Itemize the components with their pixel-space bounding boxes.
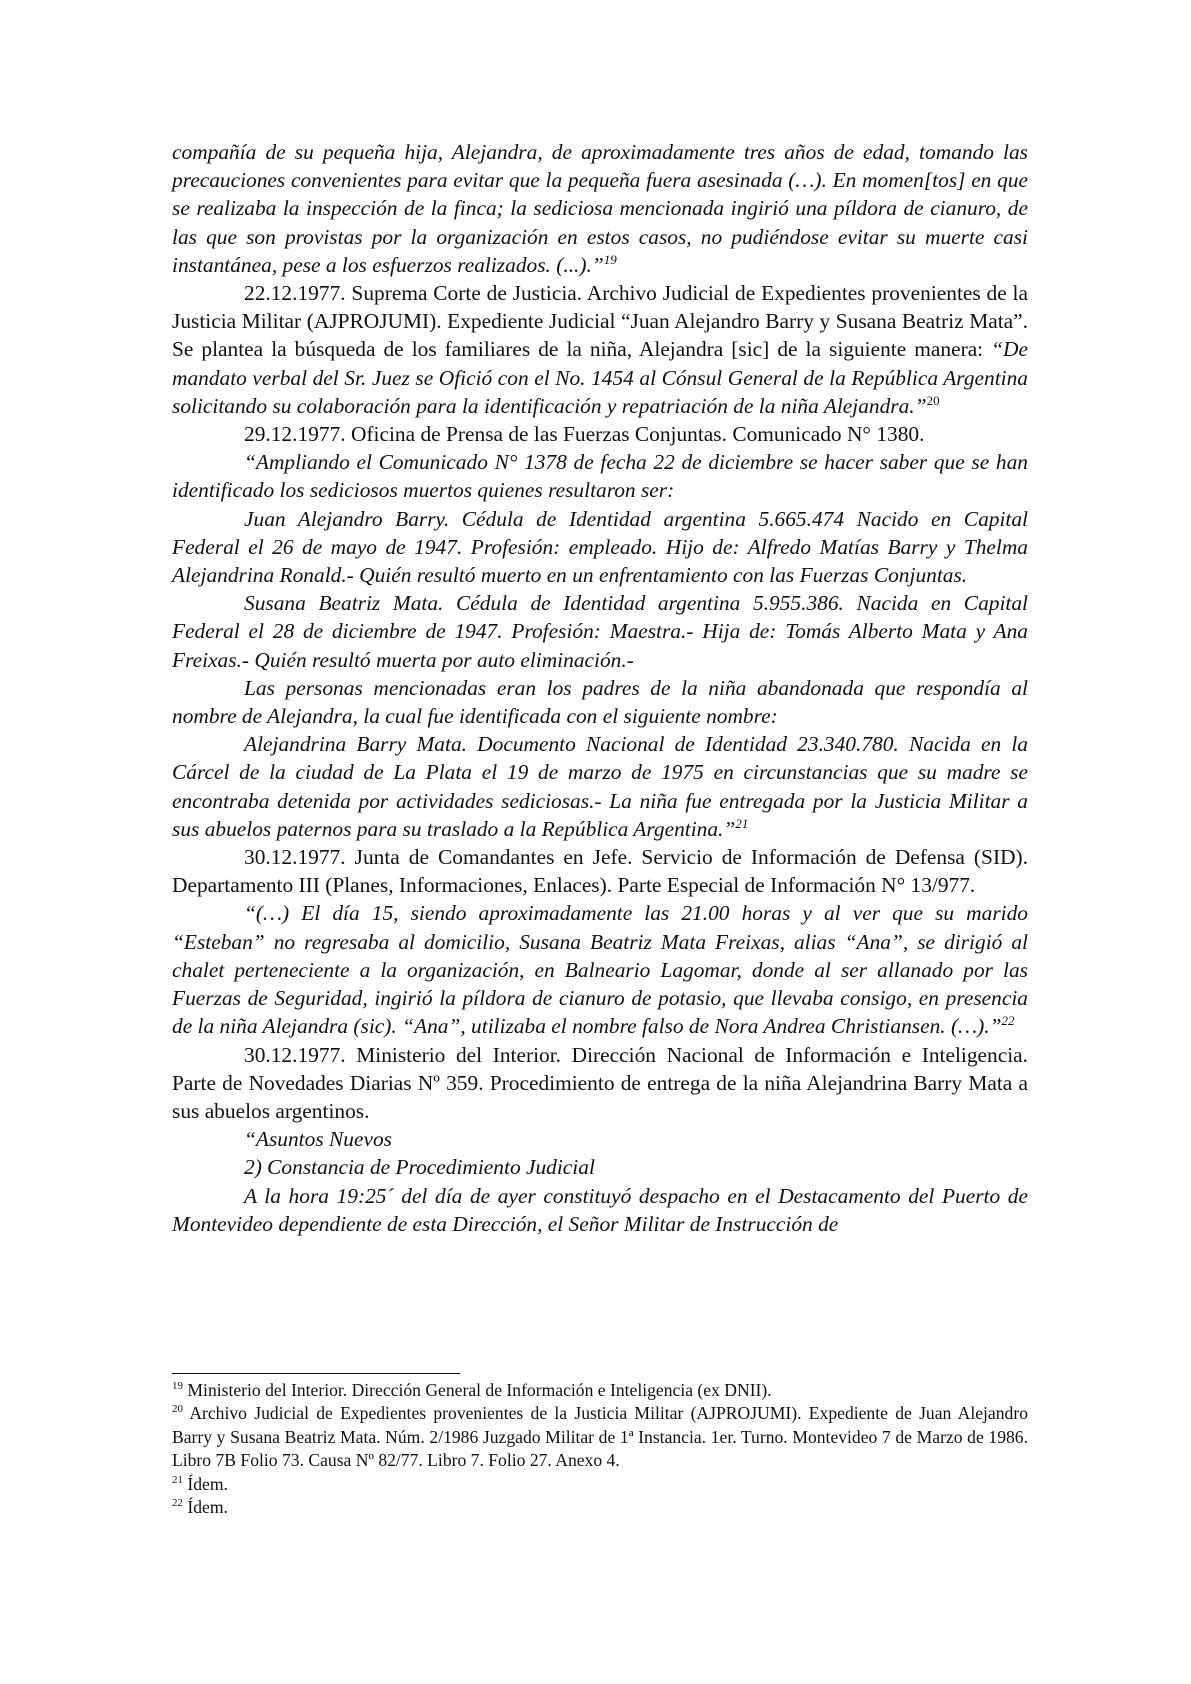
footnote-number: 22 (172, 1497, 183, 1510)
paragraph-text: “(…) El día 15, siendo aproximadamente las 21.00 horas y al ver que su marido “Esteban” no regresaba al domicilio, Susana Beatriz Mata Freixas, alias “Ana”, se dirigió al chalet perteneciente a la organización, en Balneario Lagomar, donde al ser allanado por las Fuerzas de Seguridad, ingirió la píldora de cianuro de potasio, que llevaba consigo, en presencia de la niña Alejandra (sic). “Ana”, utilizaba el nombre falso de Nora Andrea Christiansen. (…).” (172, 901, 1028, 1039)
paragraph-text: compañía de su pequeña hija, Alejandra, de aproximadamente tres años de edad, tomando las precauciones convenientes para evitar que la pequeña fuera asesinada (…). En momen[tos] en que se realizaba la inspección de la finca; la sediciosa mencionada ingirió una píldora de cianuro, de las que son provistas por la organización en estos casos, no pudiéndose evitar su muerte casi instantánea, pese a los esfuerzos realizados. (...).” (172, 140, 1028, 277)
footnote-divider (172, 1373, 460, 1374)
paragraph-quote: Susana Beatriz Mata. Cédula de Identidad argentina 5.955.386. Nacida en Capital Federal el 28 de diciembre de 1947. Profesión: Maestra.- Hija de: Tomás Alberto Mata y Ana Freixas.- Quién resultó muerta por auto eliminación.- (172, 591, 1028, 672)
footnote-text: Ídem. (187, 1473, 228, 1494)
footnote (172, 1473, 1028, 1496)
paragraph-quote: Juan Alejandro Barry. Cédula de Identidad argentina 5.665.474 Nacido en Capital Federal el 26 de mayo de 1947. Profesión: empleado. Hijo de: Alfredo Matías Barry y Thelma Alejandrina Ronald.- Quién resultó muerto en un enfrentamiento con las Fuerzas Conjuntas. (172, 506, 1028, 588)
paragraph-quote: Las personas mencionadas eran los padres de la niña abandonada que respondía al nombre de Alejandra, la cual fue identificada con el siguiente nombre: (172, 675, 1028, 729)
paragraph-text: 22.12.1977. Suprema Corte de Justicia. Archivo Judicial de Expedientes provenientes de la Justicia Militar (AJPROJUMI). Expediente Judicial “Juan Alejandro Barry y Susana Beatriz Mata”. Se plantea la búsqueda de los familiares de la niña, Alejandra [sic] de la siguiente manera: (172, 281, 1028, 362)
paragraph-entry: 30.12.1977. Ministerio del Interior. Dirección Nacional de Información e Inteligencia. Parte de Novedades Diarias Nº 359. Procedimiento de entrega de la niña Alejandrina Barry Mata a sus abuelos argentinos. (172, 1042, 1028, 1123)
paragraph-quote: “Asuntos Nuevos (244, 1127, 392, 1152)
footnote-ref: 20 (926, 392, 940, 408)
paragraph-quote (172, 899, 1028, 1040)
footnote (172, 1496, 1028, 1519)
footnote-text: Archivo Judicial de Expedientes provenientes de la Justicia Militar (AJPROJUMI). Expediente de Juan Alejandro Barry y Susana Beatriz Mata. Núm. 2/1986 Juzgado Militar de 1ª Instancia. 1er. Turno. Montevideo 7 de Marzo de 1986. Libro 7B Folio 73. Causa Nº 82/77. Libro 7. Folio 27. Anexo 4. (172, 1403, 1028, 1471)
paragraph-quote: “Ampliando el Comunicado N° 1378 de fecha 22 de diciembre se hacer saber que se han identificado los sediciosos muertos quienes resultaron ser: (172, 450, 1028, 503)
footnote-number: 19 (172, 1380, 183, 1392)
footnotes (172, 1379, 1028, 1519)
paragraph-entry: 30.12.1977. Junta de Comandantes en Jefe. Servicio de Información de Defensa (SID). Departamento III (Planes, Informaciones, Enlaces). Parte Especial de Información N° 13/977. (172, 845, 1028, 898)
paragraph-quote: A la hora 19:25´ del día de ayer constituyó despacho en el Destacamento del Puerto de Montevideo dependiente de esta Dirección, el Señor Militar de Instrucción de (172, 1183, 1028, 1236)
paragraph-quote: 2) Constancia de Procedimiento Judicial (244, 1155, 595, 1180)
paragraph-quote-continuation (172, 138, 1028, 279)
paragraph-entry (172, 279, 1028, 420)
footnote-text: Ministerio del Interior. Dirección General de Información e Inteligencia (ex DNII). (187, 1380, 772, 1400)
paragraph-quote (172, 730, 1028, 843)
footnote (172, 1402, 1028, 1472)
footnote-ref: 22 (1001, 1013, 1015, 1029)
footnote-text: Ídem. (187, 1497, 228, 1518)
document-body (172, 138, 1028, 1238)
footnote (172, 1379, 1028, 1402)
footnote-number: 20 (172, 1403, 183, 1416)
paragraph-text: Alejandrina Barry Mata. Documento Nacional de Identidad 23.340.780. Nacida en la Cárcel de la ciudad de La Plata el 19 de marzo de 1975 en circunstancias que su madre se encontraba detenida por actividades sediciosas.- La niña fue entregada por la Justicia Militar a sus abuelos paternos para su traslado a la República Argentina.” (172, 732, 1028, 841)
paragraph-quote: “De mandato verbal del Sr. Juez se Ofició con el No. 1454 al Cónsul General de la República Argentina solicitando su colaboración para la identificación y repatriación de la niña Alejandra.” (172, 337, 1028, 418)
paragraph-entry: 29.12.1977. Oficina de Prensa de las Fuerzas Conjuntas. Comunicado N° 1380. (244, 422, 925, 447)
footnote-ref: 21 (735, 815, 749, 831)
footnote-ref: 19 (603, 251, 617, 267)
footnote-number: 21 (172, 1473, 183, 1486)
